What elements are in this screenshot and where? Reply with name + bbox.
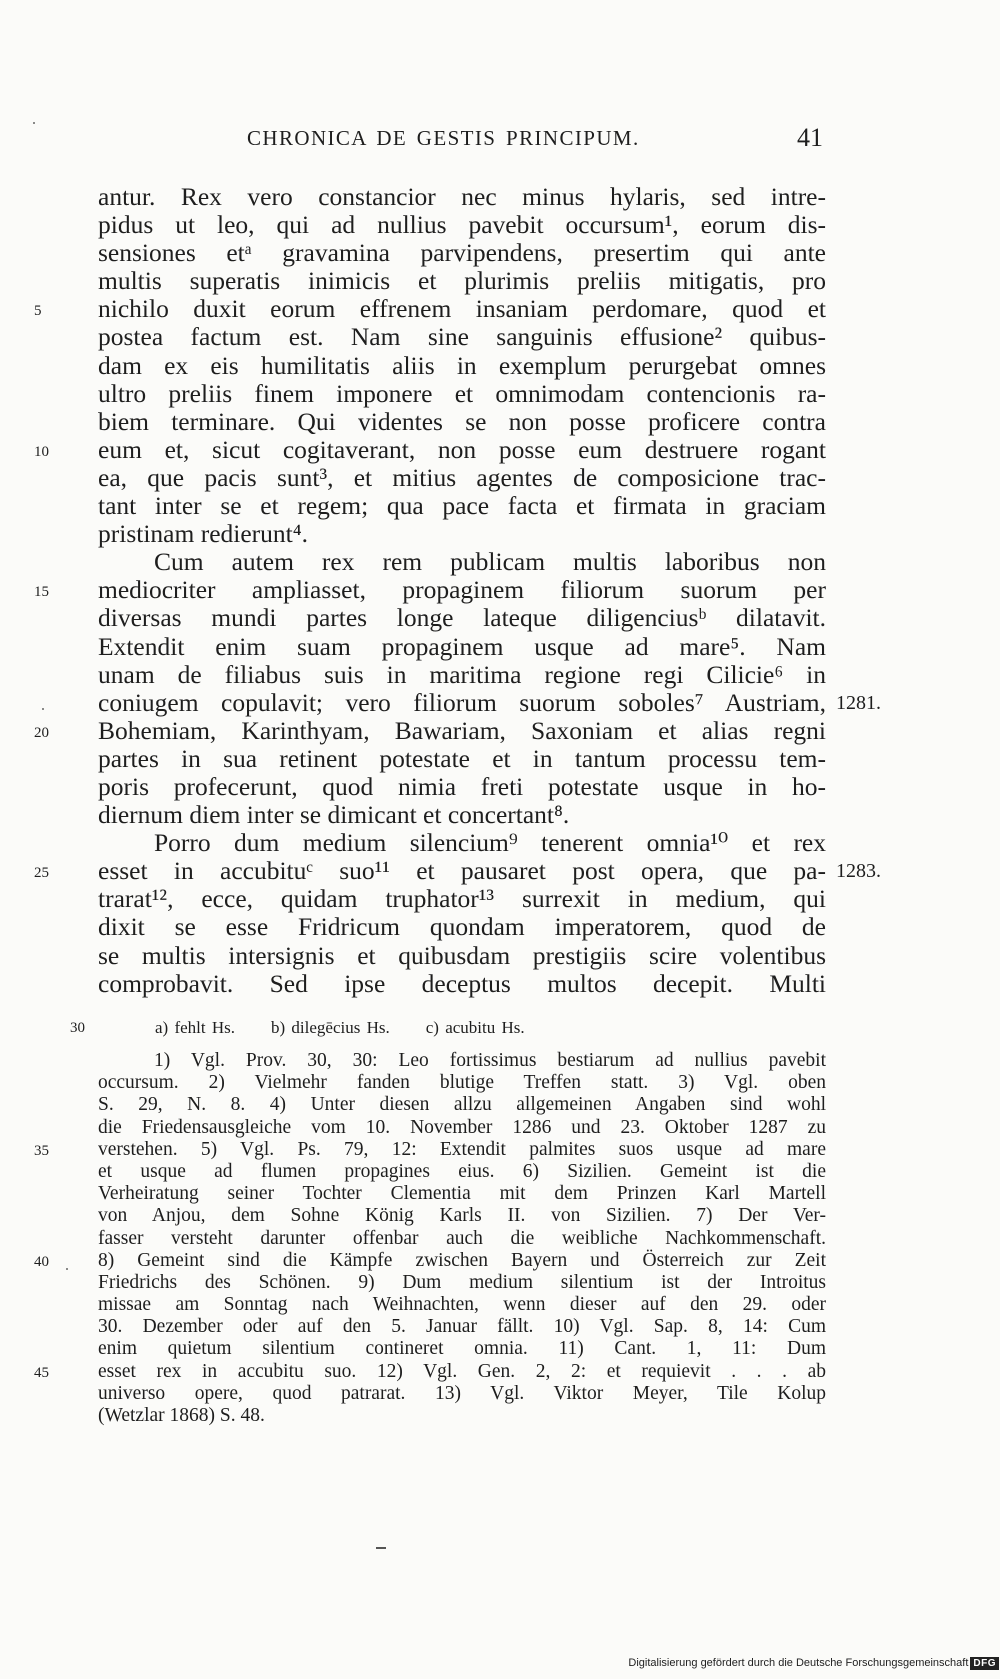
text-line-content: unam de filiabus suis in maritima regione regi Cilicie⁶ in <box>98 659 826 689</box>
text-line-content: pidus ut leo, qui ad nullius pavebit occursum¹, eorum dis- <box>98 210 826 240</box>
footnote-line <box>98 1338 826 1360</box>
text-line <box>98 211 826 239</box>
footnote-text: 1) Vgl. Prov. 30, 30: Leo fortissimus bestiarum ad nullius pavebit <box>154 1050 826 1071</box>
text-line-content: poris profecerunt, quod nimia freti potestate usque in ho- <box>98 771 826 801</box>
text-line-content: tant inter se et regem; qua pace facta et firmata in graciam <box>98 491 826 521</box>
text-line <box>98 604 826 632</box>
variant-note: a) fehlt Hs. <box>155 1018 236 1037</box>
text-line <box>34 294 826 324</box>
text-line-content: dixit se esse Fridricum quondam imperatorem, quod de <box>98 912 826 942</box>
footnote-line <box>34 1249 826 1272</box>
text-line <box>98 520 826 548</box>
text-line-content: Bohemiam, Karinthyam, Bawariam, Saxoniam et alias regni <box>98 715 826 745</box>
text-line-content: partes in sua retinent potestate et in tantum processu tem- <box>98 743 826 773</box>
text-line-content: nichilo duxit eorum effrenem insaniam perdomare, quod et <box>98 294 826 324</box>
footnote-line <box>98 1050 826 1072</box>
footnote-text: 30. Dezember oder auf den 5. Januar fällt. 10) Vgl. Sap. 8, 14: Cum <box>98 1316 826 1338</box>
footnote-text: et usque ad flumen propagines eius. 6) Sizilien. Gemeint ist die <box>98 1160 826 1182</box>
text-line <box>98 885 826 913</box>
footnote-text: fasser versteht darunter offenbar auch die weibliche Nachkommenschaft. <box>98 1227 826 1249</box>
footnote-text: enim quietum silentium contineret omnia. 11) Cant. 1, 11: Dum <box>98 1338 826 1360</box>
footnote-text: esset rex in accubitu suo. 12) Vgl. Gen. 2, 2: et requievit . . . ab <box>98 1360 826 1382</box>
text-line <box>98 745 826 773</box>
page-number: 41 <box>797 123 823 152</box>
footnote-text: die Friedensausgleiche vom 10. November 1286 und 23. Oktober 1287 zu <box>98 1116 826 1138</box>
text-line <box>98 239 826 267</box>
line-number: 20 <box>34 724 49 741</box>
footnote-text: verstehen. 5) Vgl. Ps. 79, 12: Extendit palmites suos usque ad mare <box>98 1138 826 1160</box>
text-line <box>98 633 826 661</box>
running-title: CHRONICA DE GESTIS PRINCIPUM. <box>247 126 640 150</box>
text-line-content: multis superatis inimicis et plurimis preliis mitigatis, pro <box>98 266 826 296</box>
text-line-content: eum et, sicut cogitaverant, non posse eum destruere rogant <box>98 434 826 464</box>
text-line-content: pristinam redierunt⁴. <box>98 519 309 549</box>
running-header <box>0 123 1000 158</box>
footnote-text: (Wetzlar 1868) S. 48. <box>98 1405 265 1426</box>
text-line <box>98 408 826 436</box>
text-line-content: sensiones etᵃ gravamina parvipendens, presertim qui ante <box>98 238 826 268</box>
text-line <box>98 942 826 970</box>
text-line <box>98 687 881 717</box>
line-number: 40 <box>34 1253 49 1270</box>
text-line-content: diernum diem inter se dimicant et concertant⁸. <box>98 800 570 830</box>
text-line <box>98 352 826 380</box>
main-text <box>34 182 881 998</box>
text-line <box>98 380 826 408</box>
footnote-line <box>98 1383 826 1405</box>
footnote-text: Friedrichs des Schönen. 9) Dum medium silentium ist der Introitus <box>98 1271 826 1293</box>
text-line <box>98 970 826 998</box>
text-line-content: ultro preliis finem imponere et omnimodam contencionis ra- <box>98 378 826 408</box>
footnote-line <box>98 1294 826 1316</box>
variant-note: c) acubitu Hs. <box>425 1018 525 1037</box>
text-line <box>34 856 881 886</box>
text-line <box>98 913 826 941</box>
line-number: 30 <box>70 1020 85 1036</box>
footnote-line <box>98 1205 826 1227</box>
text-line-content: trarat¹², ecce, quidam truphator¹³ surrexit in medium, qui <box>98 884 826 914</box>
footnotes <box>34 1050 826 1427</box>
scan-speck <box>42 708 44 710</box>
footnote-line <box>98 1094 826 1116</box>
text-line-content: coniugem copulavit; vero filiorum suorum soboles⁷ Austriam, <box>98 687 826 717</box>
text-line-content: dam ex eis humilitatis aliis in exemplum perurgebat omnes <box>98 350 826 380</box>
digitization-credit <box>628 1653 999 1673</box>
margin-date: 1283. <box>836 860 881 883</box>
line-number: 15 <box>34 584 49 601</box>
text-line-content: se multis intersignis et quibusdam prestigiis scire volentibus <box>98 940 826 970</box>
text-line <box>98 801 826 829</box>
textual-variants <box>155 1018 715 1038</box>
text-line <box>34 715 826 745</box>
text-line <box>98 773 826 801</box>
text-line-content: diversas mundi partes longe lateque diligenciusᵇ dilatavit. <box>98 603 826 633</box>
footnote-line <box>98 1183 826 1205</box>
line-number: 10 <box>34 443 49 460</box>
footnote-text: 8) Gemeint sind die Kämpfe zwischen Bayern und Österreich zur Zeit <box>98 1249 826 1271</box>
footnote-text: S. 29, N. 8. 4) Unter diesen allzu allgemeinen Angaben sind wohl <box>98 1094 826 1116</box>
line-number: 35 <box>34 1142 49 1159</box>
text-line <box>98 267 826 295</box>
text-line <box>98 464 826 492</box>
text-line <box>98 829 826 857</box>
variant-note: b) dilegēcius Hs. <box>271 1018 390 1037</box>
text-line-content: Extendit enim suam propaginem usque ad mare⁵. Nam <box>98 631 826 661</box>
scan-speck <box>66 1268 68 1270</box>
line-number: 25 <box>34 865 49 882</box>
text-line <box>34 434 826 464</box>
text-line <box>98 183 826 211</box>
text-line-content: postea factum est. Nam sine sanguinis effusione² quibus- <box>98 322 826 352</box>
line-number: 5 <box>34 303 42 320</box>
footnote-line <box>98 1117 826 1139</box>
dfg-logo: DFG <box>970 1657 999 1670</box>
text-line <box>98 323 826 351</box>
text-line <box>34 575 826 605</box>
line-number: 45 <box>34 1364 49 1381</box>
footnote-line <box>98 1272 826 1294</box>
scan-speck <box>33 122 35 124</box>
text-line-content: mediocriter ampliasset, propaginem filiorum suorum per <box>98 575 826 605</box>
credit-text: Digitalisierung gefördert durch die Deutsche Forschungsgemeinschaft <box>628 1657 969 1669</box>
text-line-content: comprobavit. Sed ipse deceptus multos decepit. Multi <box>98 968 826 998</box>
text-line-content: esset in accubituᶜ suo¹¹ et pausaret post opera, que pa- <box>98 856 826 886</box>
separator-mark <box>376 1547 386 1549</box>
margin-date: 1281. <box>836 691 881 714</box>
text-line <box>98 492 826 520</box>
footnote-line <box>98 1228 826 1250</box>
text-line <box>98 548 826 576</box>
footnote-text: von Anjou, dem Sohne König Karls II. von Sizilien. 7) Der Ver- <box>98 1205 826 1227</box>
text-line-content: Porro dum medium silencium⁹ tenerent omnia¹⁰ et rex <box>154 828 826 858</box>
footnote-text: missae am Sonntag nach Weihnachten, wenn dieser auf den 29. oder <box>98 1294 826 1316</box>
footnote-line <box>98 1161 826 1183</box>
footnote-line <box>98 1072 826 1094</box>
text-line-content: biem terminare. Qui videntes se non posse proficere contra <box>98 406 826 436</box>
text-line-content: ea, que pacis sunt³, et mitius agentes de composicione trac- <box>98 462 826 492</box>
text-line-content: antur. Rex vero constancior nec minus hylaris, sed intre- <box>98 182 826 211</box>
footnote-line <box>98 1405 826 1427</box>
text-line-content: Cum autem rex rem publicam multis laboribus non <box>154 547 826 577</box>
footnote-text: universo opere, quod patrarat. 13) Vgl. Viktor Meyer, Tile Kolup <box>98 1382 826 1404</box>
footnote-line <box>98 1316 826 1338</box>
footnote-line <box>34 1138 826 1161</box>
footnote-line <box>34 1360 826 1383</box>
footnote-text: Verheiratung seiner Tochter Clementia mit dem Prinzen Karl Martell <box>98 1183 826 1205</box>
footnote-text: occursum. 2) Vielmehr fanden blutige Treffen statt. 3) Vgl. oben <box>98 1072 826 1094</box>
text-line <box>98 661 826 689</box>
